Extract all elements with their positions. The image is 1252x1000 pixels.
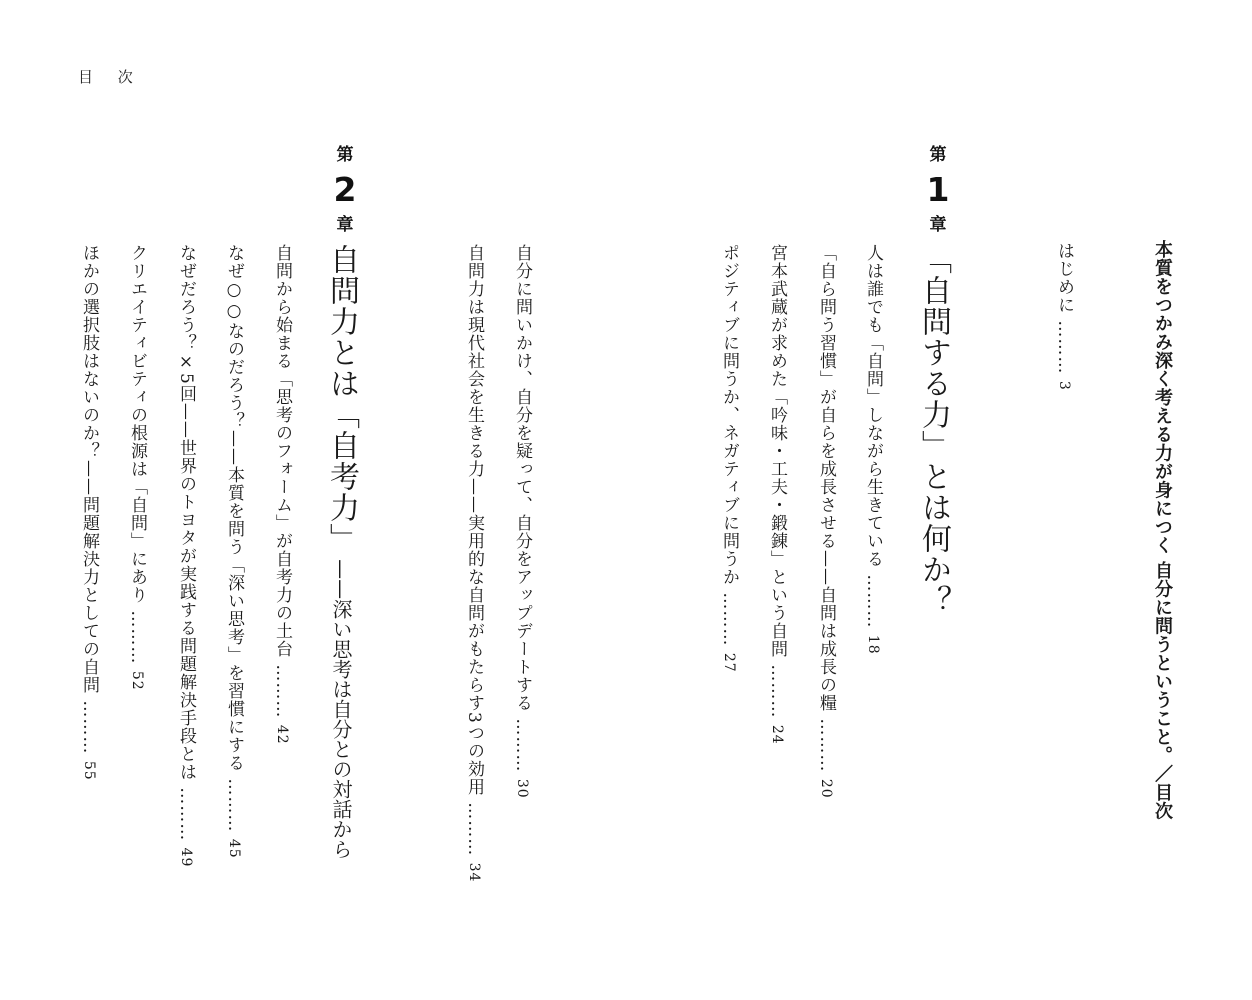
chapter-kanji-sho: 章 bbox=[336, 215, 354, 235]
entry-leader: ……… bbox=[127, 610, 147, 665]
book-title: 本質をつかみ深く考える力が身につく 自分に問うということ。／目次 bbox=[1152, 240, 1173, 821]
entry-page: 20 bbox=[818, 778, 834, 799]
entry-page: 34 bbox=[466, 862, 482, 883]
entry-title: 自問力は現代社会を生きる力——実用的な自問がもたらす3つの効用 bbox=[464, 244, 484, 796]
entry-page: 45 bbox=[226, 838, 242, 859]
chapter-kanji-dai: 第 bbox=[336, 145, 354, 165]
entry-page: 30 bbox=[514, 778, 530, 799]
entry-leader: ……… bbox=[224, 778, 244, 833]
entry-page: 18 bbox=[865, 634, 881, 655]
entry-title: 宮本武蔵が求めた「吟味・工夫・鍛錬」という自問 bbox=[767, 244, 787, 658]
entry-page: 52 bbox=[129, 670, 145, 691]
entry-leader: ……… bbox=[176, 787, 196, 842]
toc-entry[interactable] bbox=[225, 244, 242, 859]
chapter-number: 2 bbox=[333, 170, 357, 209]
toc-entry[interactable] bbox=[720, 244, 737, 673]
chapter-kanji-dai: 第 bbox=[929, 145, 947, 165]
toc-entry-intro[interactable] bbox=[1055, 242, 1072, 391]
entry-leader: ……… bbox=[863, 574, 883, 629]
toc-entry[interactable] bbox=[80, 244, 97, 781]
chapter-number: 1 bbox=[926, 170, 950, 209]
toc-header: 目 次 bbox=[78, 68, 143, 86]
entry-title: クリエイティビティの根源は「自問」にあり bbox=[127, 244, 147, 604]
chapter-1-label bbox=[918, 145, 958, 235]
entry-leader: ……… bbox=[512, 718, 532, 773]
chapter-2-heading[interactable] bbox=[324, 244, 359, 860]
entry-title: 「自ら問う習慣」が自らを成長させる——自問は成長の糧 bbox=[816, 244, 836, 712]
entry-title: 人は誰でも「自問」しながら生きている bbox=[863, 244, 883, 568]
entry-leader: ……… bbox=[816, 718, 836, 773]
entry-leader: ……… bbox=[719, 592, 739, 647]
toc-entry[interactable] bbox=[864, 244, 881, 655]
entry-leader: ……… bbox=[79, 700, 99, 755]
entry-title: はじめに bbox=[1054, 242, 1074, 314]
toc-entry[interactable] bbox=[513, 244, 530, 799]
toc-entry[interactable] bbox=[817, 244, 834, 799]
entry-leader: ……… bbox=[767, 664, 787, 719]
entry-page: 42 bbox=[274, 724, 290, 745]
entry-title: 自分に問いかけ、自分を疑って、自分をアップデートする bbox=[512, 244, 532, 712]
entry-leader: ……… bbox=[272, 664, 292, 719]
chapter-1-title[interactable]: 「自問する力」とは何か？ bbox=[916, 244, 951, 616]
entry-title: ほかの選択肢はないのか？——問題解決力としての自問 bbox=[79, 244, 99, 694]
entry-page: 49 bbox=[178, 847, 194, 868]
entry-leader: ……… bbox=[1054, 320, 1074, 375]
entry-page: 3 bbox=[1056, 380, 1072, 391]
chapter-2-title: 自問力とは「自考力」 bbox=[324, 244, 359, 554]
toc-entry[interactable] bbox=[768, 244, 785, 745]
chapter-2-subtitle: ——深い思考は自分との対話から bbox=[329, 559, 353, 860]
chapter-2-label bbox=[325, 145, 365, 235]
toc-entry[interactable] bbox=[465, 244, 482, 882]
toc-entry[interactable] bbox=[273, 244, 290, 745]
entry-page: 24 bbox=[769, 724, 785, 745]
toc-entry[interactable] bbox=[177, 244, 194, 867]
entry-title: 自問から始まる「思考のフォーム」が自考力の土台 bbox=[272, 244, 292, 658]
chapter-kanji-sho: 章 bbox=[929, 215, 947, 235]
entry-title: なぜだろう？×5回——世界のトヨタが実践する問題解決手段とは bbox=[176, 244, 196, 781]
toc-entry[interactable] bbox=[128, 244, 145, 691]
entry-leader: ……… bbox=[464, 802, 484, 857]
entry-title: なぜ○○なのだろう？——本質を問う「深い思考」を習慣にする bbox=[224, 244, 244, 772]
entry-page: 27 bbox=[721, 652, 737, 673]
entry-title: ポジティブに問うか、ネガティブに問うか bbox=[719, 244, 739, 586]
entry-page: 55 bbox=[81, 760, 97, 781]
